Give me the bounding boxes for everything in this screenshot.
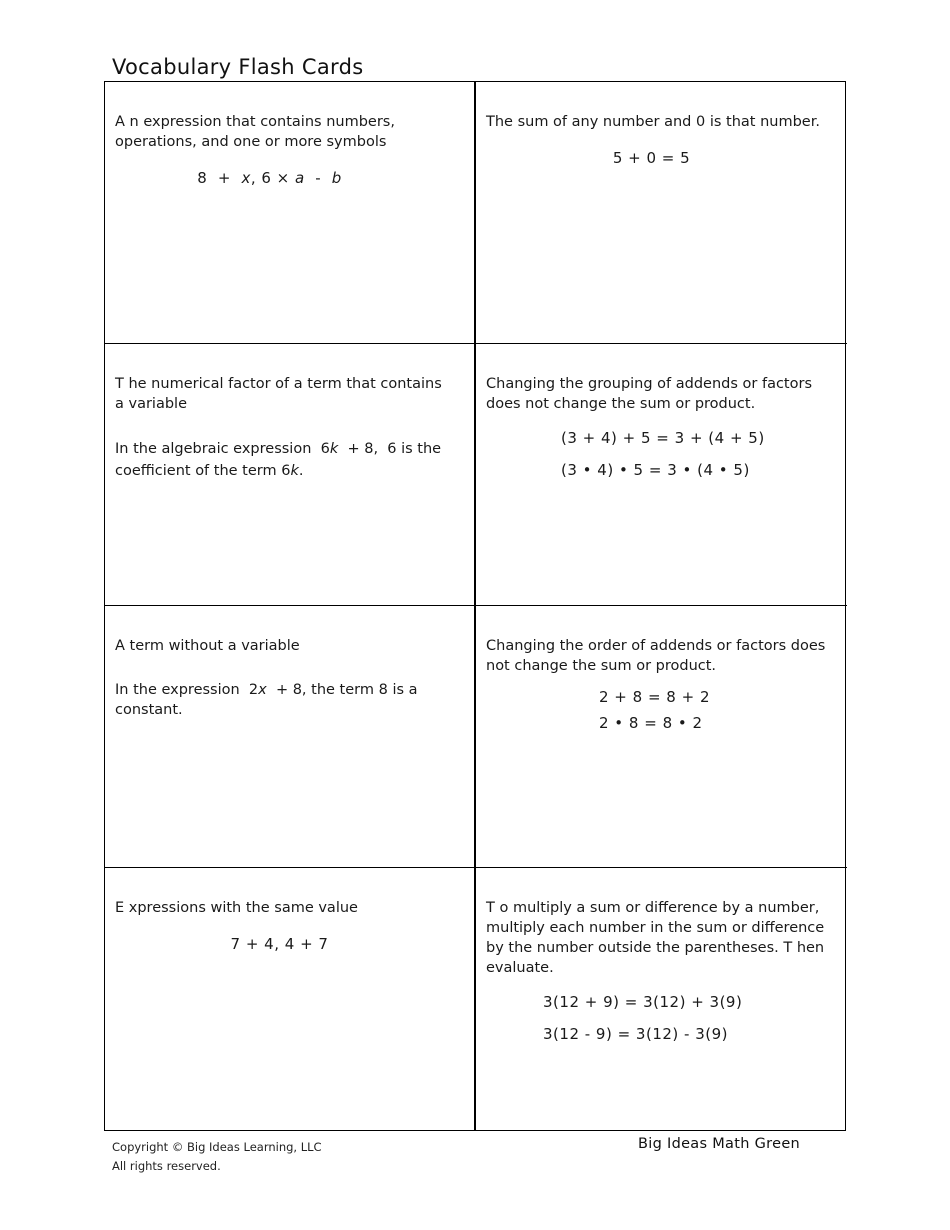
card-example: 8 + x, 6 × a - b xyxy=(197,169,342,187)
card-example-line1: 3(12 + 9) = 3(12) + 3(9) xyxy=(543,993,743,1011)
card-definition: Changing the grouping of addends or factors does not change the sum or product. xyxy=(486,376,813,412)
flash-card-3 xyxy=(105,344,476,606)
flash-card-2 xyxy=(476,82,847,344)
copyright-line1: Copyright © Big Ideas Learning, LLC xyxy=(112,1140,322,1154)
card-example: In the expression 2x + 8, the term 8 is a constant. xyxy=(115,682,418,718)
card-definition: A term without a variable xyxy=(115,638,300,654)
card-example-line2: (3 • 4) • 5 = 3 • (4 • 5) xyxy=(561,461,750,479)
card-example xyxy=(486,986,837,1050)
flash-card-4 xyxy=(476,344,847,606)
card-definition: Changing the order of addends or factors does not change the sum or product. xyxy=(486,638,826,674)
footer-brand: Big Ideas Math Green xyxy=(638,1136,801,1152)
card-example-line2: 3(12 - 9) = 3(12) - 3(9) xyxy=(543,1025,729,1043)
flash-card-7 xyxy=(105,868,476,1130)
card-definition: A n expression that contains numbers, operations, and one or more symbols xyxy=(115,114,395,150)
card-example: 5 + 0 = 5 xyxy=(612,149,691,167)
flash-card-8 xyxy=(476,868,847,1130)
card-definition: E xpressions with the same value xyxy=(115,900,358,916)
card-definition-line2: a variable xyxy=(115,396,187,412)
card-definition: The sum of any number and 0 is that number. xyxy=(486,114,820,130)
footer-copyright xyxy=(112,1138,322,1176)
card-example-line1: 2 + 8 = 8 + 2 xyxy=(599,688,710,706)
card-definition-line1: T he numerical factor of a term that contains xyxy=(115,376,442,392)
card-example: 7 + 4, 4 + 7 xyxy=(230,935,329,953)
card-example-line2: 2 • 8 = 8 • 2 xyxy=(599,714,703,732)
card-example xyxy=(486,422,837,486)
card-definition: T o multiply a sum or difference by a number, multiply each number in the sum or difference by the number outside the parentheses. T hen evaluate. xyxy=(486,900,825,976)
flash-card-grid xyxy=(104,81,846,1131)
flash-card-5 xyxy=(105,606,476,868)
card-example: In the algebraic expression 6k + 8, 6 is the coefficient of the term 6k. xyxy=(115,441,442,479)
copyright-line2: All rights reserved. xyxy=(112,1159,221,1173)
card-example-line1: (3 + 4) + 5 = 3 + (4 + 5) xyxy=(561,429,765,447)
flash-card-1 xyxy=(105,82,476,344)
card-example xyxy=(486,684,837,736)
flash-card-6 xyxy=(476,606,847,868)
page-title: Vocabulary Flash Cards xyxy=(112,55,364,79)
